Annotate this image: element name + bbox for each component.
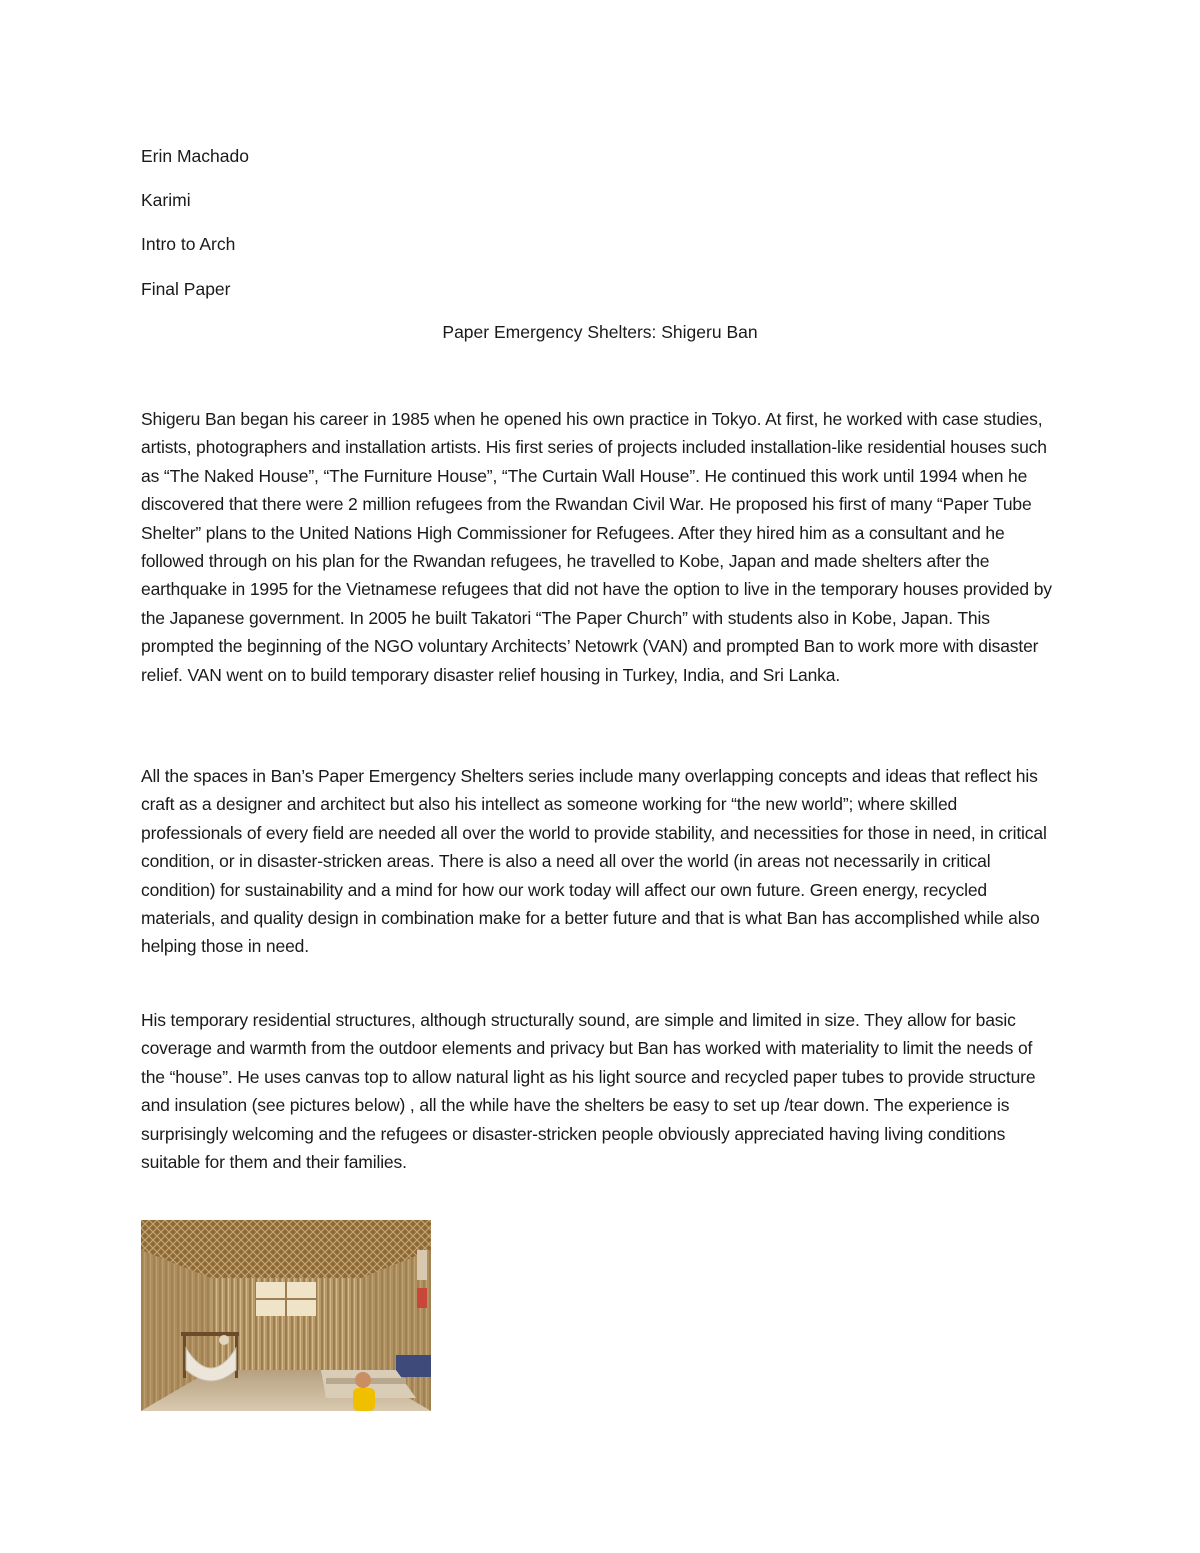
shelter-interior-photo — [141, 1220, 431, 1411]
paragraph-1: Shigeru Ban began his career in 1985 when he opened his own practice in Tokyo. At first, he worked with case studies, artists, photographers and installation artists. His first series of projects included installation-like residential houses such as “The Naked House”, “The Furniture House”, “The Curtain Wall House”. He continued this work until 1994 when he discovered that there were 2 million refugees from the Rwandan Civil War. He proposed his first of many “Paper Tube Shelter” plans to the United Nations High Commissioner for Refugees. After they hired him as a consultant and he followed through on his plan for the Rwandan refugees, he travelled to Kobe, Japan and made shelters after the earthquake in 1995 for the Vietnamese refugees that did not have the option to live in the temporary houses provided by the Japanese government. In 2005 he built Takatori “The Paper Church” with students also in Kobe, Japan. This prompted the beginning of the NGO voluntary Architects’ Netowrk (VAN) and prompted Ban to work more with disaster relief. VAN went on to build temporary disaster relief housing in Turkey, India, and Sri Lanka. — [141, 409, 1052, 685]
assignment-name: Final Paper — [141, 279, 231, 299]
paper-title: Paper Emergency Shelters: Shigeru Ban — [442, 322, 758, 342]
paragraph-2: All the spaces in Ban’s Paper Emergency Shelters series include many overlapping concepts and ideas that reflect his craft as a designer and architect but also his intellect as someone working for “the new world”; where skilled professionals of every field are needed all over the world to provide stability, and necessities for those in need, in critical condition, or in disaster-stricken areas. There is also a need all over the world (in areas not necessarily in critical condition) for sustainability and a mind for how our work today will affect our own future. Green energy, recycled materials, and quality design in combination make for a better future and that is what Ban has accomplished while also helping those in need. — [141, 766, 1047, 957]
author-name: Erin Machado — [141, 146, 249, 166]
instructor-name: Karimi — [141, 190, 191, 210]
paragraph-3: His temporary residential structures, although structurally sound, are simple and limited in size. They allow for basic coverage and warmth from the outdoor elements and privacy but Ban has worked with materiality to limit the needs of the “house”. He uses canvas top to allow natural light as his light source and recycled paper tubes to provide structure and insulation (see pictures below) , all the while have the shelters be easy to set up /tear down. The experience is surprisingly welcoming and the refugees or disaster-stricken people obviously appreciated having living conditions suitable for them and their families. — [141, 1010, 1036, 1173]
course-name: Intro to Arch — [141, 234, 236, 254]
